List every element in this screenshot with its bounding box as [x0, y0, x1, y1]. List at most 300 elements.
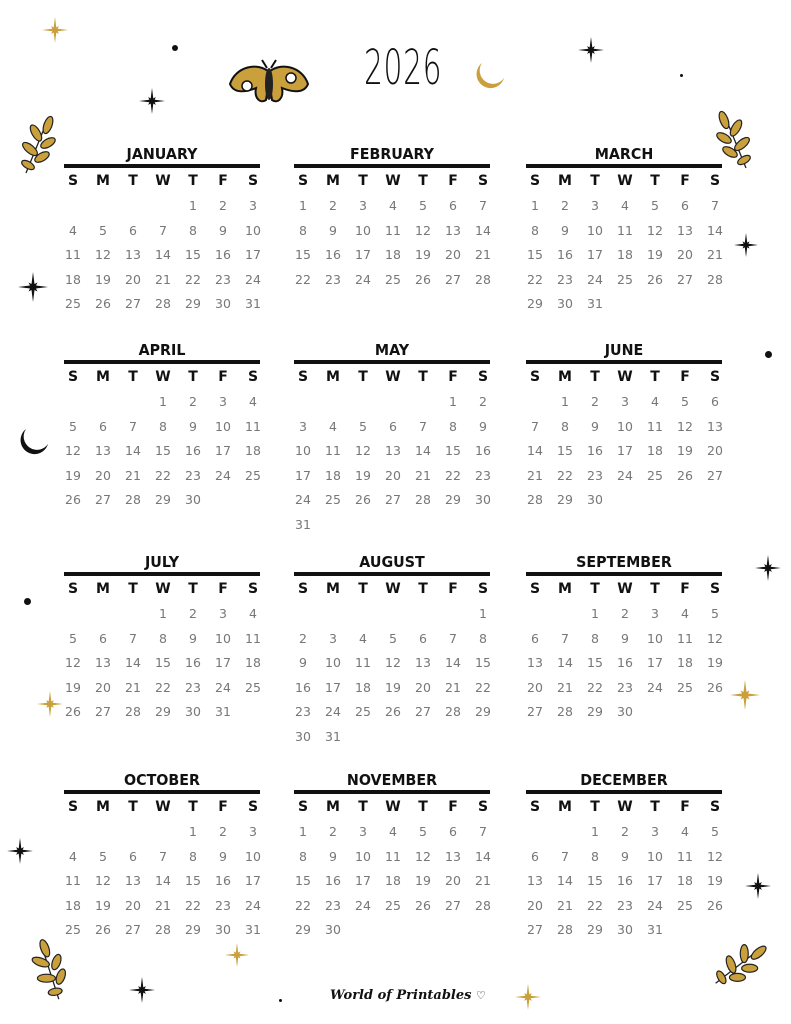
day-cell: 25 — [385, 897, 401, 913]
day-cell: 19 — [65, 679, 81, 695]
weekday-label: T — [418, 173, 428, 189]
weekday-label: M — [326, 369, 340, 385]
day-cell: 18 — [647, 443, 663, 459]
weekday-label: S — [529, 581, 541, 597]
day-cell: 2 — [219, 824, 227, 839]
sparkle-icon — [129, 977, 155, 1003]
day-cell: 16 — [185, 655, 201, 671]
day-cell: 7 — [159, 848, 167, 864]
day-cell: 14 — [125, 443, 141, 459]
day-cell: 30 — [215, 922, 231, 938]
weekday-label: S — [709, 173, 721, 189]
day-cell: 1 — [159, 606, 167, 621]
day-cell: 9 — [189, 418, 197, 434]
day-cell: 12 — [415, 222, 431, 238]
day-cell: 12 — [415, 848, 431, 864]
weekday-label: S — [67, 581, 79, 597]
day-cell: 1 — [299, 824, 307, 839]
day-cell: 26 — [415, 271, 431, 287]
day-cell: 4 — [249, 394, 257, 409]
day-cell: 26 — [65, 492, 81, 508]
day-cell: 14 — [155, 247, 171, 263]
day-cell: 11 — [325, 443, 341, 459]
day-cell: 7 — [479, 824, 487, 839]
weekday-label: W — [617, 799, 633, 815]
day-cell: 17 — [325, 679, 341, 695]
day-cell: 15 — [527, 247, 543, 263]
empty-day — [88, 390, 118, 415]
day-cell: 3 — [359, 198, 367, 213]
day-cell: 14 — [527, 443, 543, 459]
empty-day — [318, 390, 348, 415]
day-cell: 20 — [125, 897, 141, 913]
day-cell: 5 — [711, 824, 719, 839]
day-cell: 27 — [445, 897, 461, 913]
day-cell: 15 — [295, 873, 311, 889]
day-cell: 17 — [355, 247, 371, 263]
day-cell: 10 — [215, 418, 231, 434]
day-cell: 18 — [245, 655, 261, 671]
day-cell: 8 — [591, 630, 599, 646]
day-cell: 12 — [65, 655, 81, 671]
day-cell: 3 — [329, 630, 337, 646]
day-cell: 7 — [561, 848, 569, 864]
day-cell: 2 — [591, 394, 599, 409]
day-cell: 6 — [531, 630, 539, 646]
day-cell: 18 — [325, 467, 341, 483]
day-cell: 17 — [355, 873, 371, 889]
day-cell: 19 — [707, 873, 723, 889]
day-cell: 7 — [531, 418, 539, 434]
day-cell: 23 — [475, 467, 491, 483]
day-cell: 22 — [185, 271, 201, 287]
weekday-label: W — [155, 369, 171, 385]
weekday-label: S — [529, 799, 541, 815]
day-cell: 7 — [419, 418, 427, 434]
day-cell: 30 — [617, 922, 633, 938]
day-cell: 2 — [329, 198, 337, 213]
day-cell: 12 — [677, 418, 693, 434]
day-cell: 8 — [479, 630, 487, 646]
empty-day — [118, 820, 148, 845]
empty-day — [58, 602, 88, 627]
brand-text: World of Printables — [330, 988, 472, 1003]
day-cell: 27 — [445, 271, 461, 287]
day-cell: 25 — [65, 922, 81, 938]
day-cell: 22 — [185, 897, 201, 913]
day-cell: 28 — [527, 492, 543, 508]
day-cell: 9 — [621, 848, 629, 864]
day-cell: 14 — [155, 873, 171, 889]
day-cell: 3 — [249, 198, 257, 213]
day-cell: 8 — [159, 418, 167, 434]
sparkle-icon — [18, 272, 48, 302]
sparkle-icon — [734, 233, 758, 257]
day-cell: 16 — [185, 443, 201, 459]
weekday-label: S — [297, 173, 309, 189]
day-cell: 30 — [475, 492, 491, 508]
day-cell: 5 — [419, 824, 427, 839]
day-cell: 10 — [355, 848, 371, 864]
day-cell: 14 — [707, 222, 723, 238]
day-cell: 17 — [647, 873, 663, 889]
day-cell: 27 — [415, 704, 431, 720]
weekday-label: T — [418, 369, 428, 385]
day-cell: 16 — [587, 443, 603, 459]
dot-icon — [765, 351, 772, 358]
day-cell: 18 — [677, 873, 693, 889]
day-cell: 8 — [189, 222, 197, 238]
day-cell: 22 — [527, 271, 543, 287]
day-cell: 21 — [125, 679, 141, 695]
day-cell: 4 — [249, 606, 257, 621]
weekday-label: F — [680, 581, 690, 597]
day-cell: 16 — [215, 873, 231, 889]
month-february — [294, 144, 490, 292]
day-cell: 8 — [561, 418, 569, 434]
day-cell: 6 — [389, 418, 397, 434]
month-march — [526, 144, 722, 317]
day-cell: 13 — [95, 443, 111, 459]
weekday-label: S — [247, 173, 259, 189]
empty-day — [58, 390, 88, 415]
day-cell: 23 — [295, 704, 311, 720]
day-cell: 24 — [355, 271, 371, 287]
day-cell: 12 — [355, 443, 371, 459]
sparkle-icon — [755, 555, 781, 581]
day-cell: 21 — [445, 679, 461, 695]
day-cell: 1 — [561, 394, 569, 409]
day-cell: 2 — [621, 606, 629, 621]
empty-day — [408, 602, 438, 627]
day-cell: 28 — [415, 492, 431, 508]
day-cell: 4 — [389, 198, 397, 213]
day-cell: 7 — [479, 198, 487, 213]
day-cell: 1 — [531, 198, 539, 213]
weekday-label: S — [67, 173, 79, 189]
day-cell: 20 — [125, 271, 141, 287]
weekday-label: M — [96, 799, 110, 815]
day-cell: 4 — [651, 394, 659, 409]
month-name: JUNE — [604, 341, 644, 359]
weekday-label: T — [590, 799, 600, 815]
day-cell: 27 — [527, 922, 543, 938]
day-cell: 30 — [587, 492, 603, 508]
day-cell: 26 — [385, 704, 401, 720]
day-cell: 12 — [95, 873, 111, 889]
weekday-label: T — [358, 799, 368, 815]
sparkle-icon — [42, 17, 68, 43]
month-name: OCTOBER — [124, 771, 200, 789]
day-cell: 26 — [707, 679, 723, 695]
empty-day — [348, 602, 378, 627]
empty-day — [58, 194, 88, 219]
day-cell: 10 — [647, 630, 663, 646]
day-cell: 24 — [647, 897, 663, 913]
month-august — [294, 552, 490, 750]
day-cell: 10 — [245, 848, 261, 864]
day-cell: 6 — [419, 630, 427, 646]
day-cell: 2 — [189, 606, 197, 621]
day-cell: 31 — [587, 296, 603, 312]
day-cell: 4 — [329, 418, 337, 434]
day-cell: 31 — [245, 296, 261, 312]
weekday-label: T — [128, 173, 138, 189]
weekday-label: S — [247, 369, 259, 385]
day-cell: 3 — [219, 606, 227, 621]
day-cell: 18 — [385, 873, 401, 889]
empty-day — [550, 820, 580, 845]
month-name: AUGUST — [359, 553, 425, 571]
brand-footer — [330, 988, 486, 1003]
day-cell: 27 — [95, 704, 111, 720]
day-cell: 4 — [69, 848, 77, 864]
weekday-label: W — [155, 581, 171, 597]
day-cell: 19 — [95, 271, 111, 287]
day-cell: 15 — [155, 655, 171, 671]
day-cell: 14 — [125, 655, 141, 671]
day-cell: 21 — [475, 873, 491, 889]
empty-day — [550, 602, 580, 627]
day-cell: 28 — [557, 922, 573, 938]
weekday-label: F — [448, 581, 458, 597]
weekday-label: M — [326, 581, 340, 597]
day-cell: 27 — [677, 271, 693, 287]
day-cell: 20 — [527, 679, 543, 695]
day-cell: 4 — [389, 824, 397, 839]
weekday-label: F — [448, 173, 458, 189]
day-cell: 9 — [219, 848, 227, 864]
day-cell: 26 — [355, 492, 371, 508]
weekday-label: M — [96, 369, 110, 385]
weekday-label: S — [529, 173, 541, 189]
sparkle-icon — [37, 691, 63, 717]
day-cell: 20 — [445, 247, 461, 263]
day-cell: 13 — [125, 873, 141, 889]
day-cell: 10 — [295, 443, 311, 459]
day-cell: 9 — [479, 418, 487, 434]
day-cell: 1 — [479, 606, 487, 621]
weekday-label: F — [218, 581, 228, 597]
empty-day — [520, 390, 550, 415]
weekday-label: S — [247, 799, 259, 815]
day-cell: 23 — [185, 679, 201, 695]
weekday-label: W — [385, 173, 401, 189]
day-cell: 31 — [647, 922, 663, 938]
day-cell: 12 — [385, 655, 401, 671]
day-cell: 16 — [325, 873, 341, 889]
day-cell: 13 — [95, 655, 111, 671]
day-cell: 29 — [557, 492, 573, 508]
day-cell: 24 — [215, 679, 231, 695]
day-cell: 23 — [325, 897, 341, 913]
day-cell: 18 — [355, 679, 371, 695]
day-cell: 22 — [557, 467, 573, 483]
day-cell: 28 — [155, 922, 171, 938]
day-cell: 27 — [707, 467, 723, 483]
weekday-label: S — [247, 581, 259, 597]
day-cell: 28 — [475, 271, 491, 287]
day-cell: 15 — [445, 443, 461, 459]
sparkle-icon — [7, 838, 33, 864]
day-cell: 2 — [561, 198, 569, 213]
weekday-label: T — [650, 369, 660, 385]
day-cell: 15 — [185, 247, 201, 263]
day-cell: 30 — [557, 296, 573, 312]
day-cell: 5 — [99, 222, 107, 238]
day-cell: 16 — [325, 247, 341, 263]
sparkle-icon — [745, 873, 771, 899]
day-cell: 22 — [155, 679, 171, 695]
day-cell: 29 — [185, 922, 201, 938]
day-cell: 11 — [617, 222, 633, 238]
day-cell: 19 — [415, 873, 431, 889]
month-april — [64, 340, 260, 513]
day-cell: 24 — [295, 492, 311, 508]
day-cell: 7 — [449, 630, 457, 646]
day-cell: 4 — [69, 222, 77, 238]
day-cell: 30 — [295, 728, 311, 744]
day-cell: 3 — [651, 606, 659, 621]
day-cell: 20 — [707, 443, 723, 459]
crescent-moon-icon — [472, 60, 506, 92]
weekday-label: S — [529, 369, 541, 385]
day-cell: 2 — [219, 198, 227, 213]
day-cell: 1 — [299, 198, 307, 213]
weekday-label: S — [297, 799, 309, 815]
month-name: JANUARY — [126, 145, 198, 163]
weekday-label: T — [650, 581, 660, 597]
weekday-label: F — [218, 369, 228, 385]
day-cell: 4 — [359, 630, 367, 646]
day-cell: 23 — [617, 897, 633, 913]
day-cell: 28 — [155, 296, 171, 312]
day-cell: 29 — [185, 296, 201, 312]
day-cell: 15 — [475, 655, 491, 671]
weekday-label: F — [680, 173, 690, 189]
day-cell: 27 — [95, 492, 111, 508]
day-cell: 5 — [69, 418, 77, 434]
sparkle-icon — [578, 37, 604, 63]
day-cell: 10 — [617, 418, 633, 434]
empty-day — [378, 390, 408, 415]
day-cell: 24 — [245, 271, 261, 287]
weekday-label: T — [188, 369, 198, 385]
day-cell: 3 — [621, 394, 629, 409]
day-cell: 4 — [681, 606, 689, 621]
day-cell: 16 — [475, 443, 491, 459]
weekday-label: W — [155, 799, 171, 815]
day-cell: 23 — [557, 271, 573, 287]
day-cell: 20 — [95, 679, 111, 695]
leaf-branch-icon — [20, 115, 56, 175]
sparkle-icon — [225, 943, 249, 967]
day-cell: 8 — [299, 848, 307, 864]
day-cell: 11 — [245, 630, 261, 646]
day-cell: 2 — [621, 824, 629, 839]
day-cell: 17 — [215, 655, 231, 671]
crescent-moon-icon — [16, 426, 50, 458]
dot-icon — [172, 45, 178, 51]
day-cell: 13 — [707, 418, 723, 434]
day-cell: 3 — [299, 418, 307, 434]
day-cell: 27 — [125, 922, 141, 938]
day-cell: 10 — [587, 222, 603, 238]
day-cell: 29 — [155, 704, 171, 720]
day-cell: 17 — [245, 247, 261, 263]
day-cell: 19 — [65, 467, 81, 483]
day-cell: 10 — [647, 848, 663, 864]
month-may — [294, 340, 490, 538]
weekday-label: T — [358, 173, 368, 189]
day-cell: 3 — [219, 394, 227, 409]
weekday-label: M — [96, 173, 110, 189]
weekday-label: S — [67, 799, 79, 815]
day-cell: 24 — [647, 679, 663, 695]
day-cell: 21 — [415, 467, 431, 483]
weekday-label: S — [477, 173, 489, 189]
day-cell: 11 — [647, 418, 663, 434]
weekday-label: T — [188, 799, 198, 815]
weekday-label: W — [155, 173, 171, 189]
day-cell: 7 — [129, 630, 137, 646]
day-cell: 25 — [245, 467, 261, 483]
leaf-branch-icon — [716, 110, 752, 170]
day-cell: 28 — [125, 492, 141, 508]
empty-day — [58, 820, 88, 845]
day-cell: 9 — [299, 655, 307, 671]
weekday-label: M — [558, 799, 572, 815]
day-cell: 3 — [591, 198, 599, 213]
day-cell: 29 — [445, 492, 461, 508]
weekday-label: F — [448, 799, 458, 815]
day-cell: 18 — [385, 247, 401, 263]
day-cell: 30 — [185, 492, 201, 508]
day-cell: 8 — [159, 630, 167, 646]
day-cell: 19 — [677, 443, 693, 459]
weekday-label: M — [326, 799, 340, 815]
day-cell: 25 — [245, 679, 261, 695]
empty-day — [118, 602, 148, 627]
weekday-label: T — [188, 581, 198, 597]
day-cell: 19 — [385, 679, 401, 695]
day-cell: 23 — [185, 467, 201, 483]
empty-day — [118, 390, 148, 415]
day-cell: 12 — [647, 222, 663, 238]
day-cell: 6 — [129, 848, 137, 864]
day-cell: 28 — [125, 704, 141, 720]
day-cell: 5 — [69, 630, 77, 646]
day-cell: 6 — [99, 630, 107, 646]
weekday-label: T — [418, 799, 428, 815]
day-cell: 3 — [359, 824, 367, 839]
day-cell: 12 — [707, 630, 723, 646]
leaf-branch-icon — [17, 935, 83, 1004]
day-cell: 26 — [415, 897, 431, 913]
weekday-label: T — [650, 799, 660, 815]
day-cell: 21 — [707, 247, 723, 263]
day-cell: 31 — [215, 704, 231, 720]
month-september — [526, 552, 722, 725]
day-cell: 10 — [245, 222, 261, 238]
day-cell: 13 — [527, 873, 543, 889]
weekday-label: T — [128, 799, 138, 815]
day-cell: 22 — [295, 271, 311, 287]
weekday-label: W — [617, 581, 633, 597]
day-cell: 3 — [651, 824, 659, 839]
day-cell: 14 — [415, 443, 431, 459]
weekday-label: F — [448, 369, 458, 385]
